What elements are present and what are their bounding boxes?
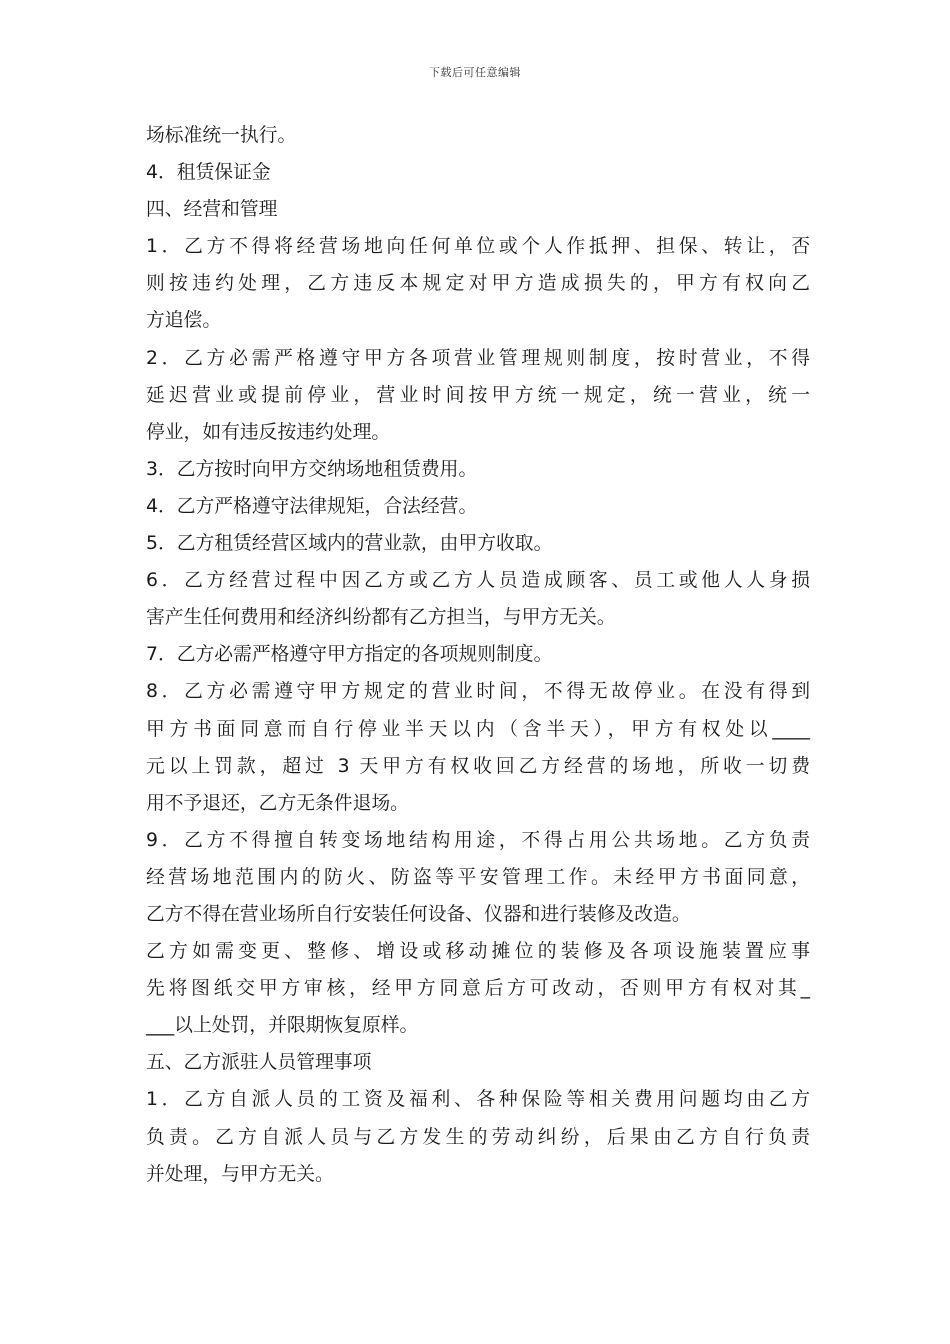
text-line: 场标准统一执行。 <box>146 125 297 146</box>
text-line: 方追偿。 <box>146 310 222 332</box>
text-line: 8．乙方必需遵守甲方规定的营业时间，不得无故停业。在没有得到 <box>146 681 810 703</box>
text-line: 停业，如有违反按违约处理。 <box>146 421 391 443</box>
text-line: 5．乙方租赁经营区域内的营业款，由甲方收取。 <box>146 533 553 555</box>
text-line: 3．乙方按时向甲方交纳场地租赁费用。 <box>146 458 478 480</box>
section-heading: 四、经营和管理 <box>146 199 278 221</box>
text-line: 延迟营业或提前停业，营业时间按甲方统一规定，统一营业，统一 <box>146 384 810 406</box>
text-line: 4．乙方严格遵守法律规矩，合法经营。 <box>146 495 478 517</box>
page-header: 下载后可任意编辑 <box>429 66 521 79</box>
text-line: 1．乙方自派人员的工资及福利、各种保险等相关费用问题均由乙方 <box>146 1089 810 1111</box>
text-line: 乙方不得在营业场所自行安装任何设备、仪器和进行装修及改造。 <box>146 903 691 925</box>
text-line: 4．租赁保证金 <box>146 162 271 184</box>
text-line: 9．乙方不得擅自转变场地结构用途，不得占用公共场地。乙方负责 <box>146 829 810 851</box>
text-line: 7．乙方必需严格遵守甲方指定的各项规则制度。 <box>146 644 553 666</box>
text-line: 元以上罚款，超过 3 天甲方有权收回乙方经营的场地，所收一切费 <box>146 755 810 777</box>
text-line: 乙方如需变更、整修、增设或移动摊位的装修及各项设施装置应事 <box>146 941 810 963</box>
text-line: 并处理，与甲方无关。 <box>146 1163 334 1185</box>
text-line: 甲方书面同意而自行停业半天以内（含半天），甲方有权处以____ <box>146 718 810 740</box>
text-line: 6．乙方经营过程中因乙方或乙方人员造成顾客、员工或他人人身损 <box>146 570 810 592</box>
text-line: 负责。乙方自派人员与乙方发生的劳动纠纷，后果由乙方自行负责 <box>146 1126 810 1148</box>
section-heading: 五、乙方派驻人员管理事项 <box>146 1052 372 1074</box>
text-line: ___以上处罚，并限期恢复原样。 <box>146 1015 419 1037</box>
text-line: 用不予退还，乙方无条件退场。 <box>146 792 409 814</box>
document-body <box>146 117 810 1193</box>
text-line: 则按违约处理，乙方违反本规定对甲方造成损失的，甲方有权向乙 <box>146 273 810 295</box>
text-line: 先将图纸交甲方审核，经甲方同意后方可改动，否则甲方有权对其_ <box>146 978 810 1000</box>
text-line: 2．乙方必需严格遵守甲方各项营业管理规则制度，按时营业，不得 <box>146 347 810 369</box>
text-line: 经营场地范围内的防火、防盗等平安管理工作。未经甲方书面同意， <box>146 866 810 888</box>
text-line: 害产生任何费用和经济纠纷都有乙方担当，与甲方无关。 <box>146 607 616 629</box>
text-line: 1．乙方不得将经营场地向任何单位或个人作抵押、担保、转让，否 <box>146 236 810 258</box>
